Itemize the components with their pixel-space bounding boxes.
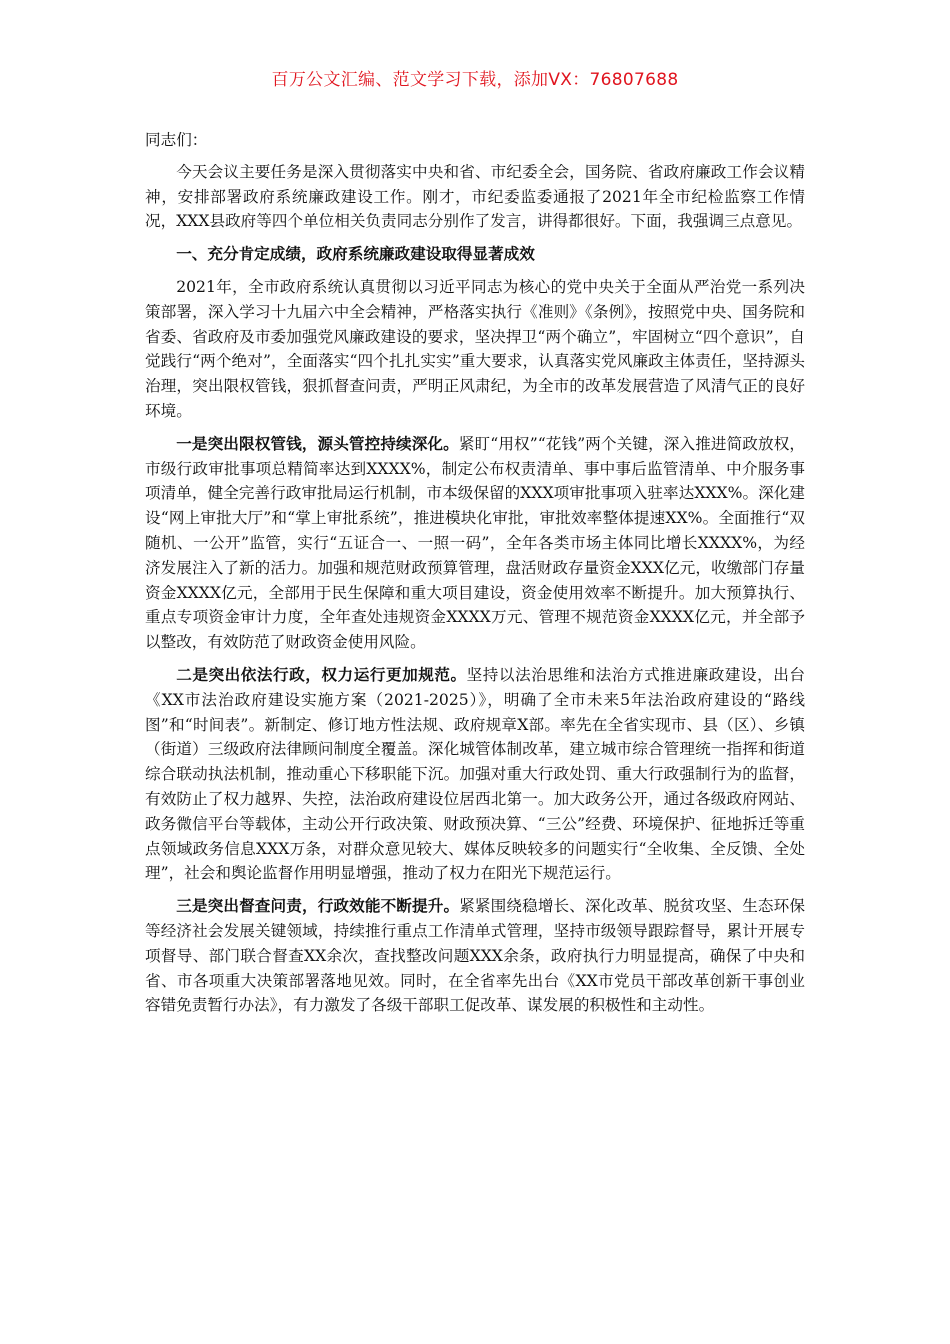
point-lead-1: 一是突出限权管钱，源头管控持续深化。 [176,434,459,453]
document-body [145,128,805,1026]
salutation: 同志们： [145,131,208,149]
intro-paragraph: 今天会议主要任务是深入贯彻落实中央和省、市纪委全会，国务院、省政府廉政工作会议精神，安排部署政府系统廉政建设工作。刚才，市纪委监委通报了2021年全市纪检监察工作情况，XXX县政府等四个单位相关负责同志分别作了发言，讲得都很好。下面，我强调三点意见。 [145,162,805,231]
point-lead-3: 三是突出督查问责，行政效能不断提升。 [176,897,460,916]
section-summary-paragraph: 2021年，全市政府系统认真贯彻以习近平同志为核心的党中央关于全面从严治党一系列决策部署，深入学习十九届六中全会精神，严格落实执行《准则》《条例》，按照党中央、国务院和省委、省政府及市委加强党风廉政建设的要求，坚决捍卫“两个确立”，牢固树立“四个意识”，自觉践行“两个绝对”，全面落实“四个扎扎实实”重大要求，认真落实党风廉政主体责任，坚持源头治理，突出限权管钱，狠抓督查问责，严明正风肃纪，为全市的改革发展营造了风清气正的良好环境。 [145,277,805,420]
promo-banner: 百万公文汇编、范文学习下载，添加VX：76807688 [271,70,679,90]
point-paragraph-3 [145,894,805,1018]
point-text-3: 紧紧围绕稳增长、深化改革、脱贫攻坚、生态环保等经济社会发展关键领域，持续推行重点工作清单式管理，坚持市级领导跟踪督导，累计开展专项督导、部门联合督查XX余次，查找整改问题XXX余条，政府执行力明显提高，确保了中央和省、市各项重大决策部署落地见效。同时，在全省率先出台《XX市党员干部改革创新干事创业容错免责暂行办法》，有力激发了各级干部职工促改革、谋发展的积极性和主动性。 [145,897,805,1015]
point-paragraph-2 [145,663,805,886]
point-text-2: 坚持以法治思维和法治方式推进廉政建设，出台《XX市法治政府建设实施方案（2021-2025）》，明确了全市未来5年法治政府建设的“路线图”和“时间表”。新制定、修订地方性法规、政府规章X部。率先在全省实现市、县（区）、乡镇（街道）三级政府法律顾问制度全覆盖。深化城管体制改革，建立城市综合管理统一指挥和街道综合联动执法机制，推动重心下移职能下沉。加强对重大行政处罚、重大行政强制行为的监督，有效防止了权力越界、失控，法治政府建设位居西北第一。加大政务公开，通过各级政府网站、政务微信平台等载体，主动公开行政决策、财政预决算、“三公”经费、环境保护、征地拆迁等重点领域政务信息XXX万条，对群众意见较大、媒体反映较多的问题实行“全收集、全反馈、全处理”，社会和舆论监督作用明显增强，推动了权力在阳光下规范运行。 [145,665,805,883]
section-heading: 一、充分肯定成绩，政府系统廉政建设取得显著成效 [176,245,535,264]
point-paragraph-1 [145,432,805,655]
point-text-1: 紧盯“用权”“花钱”两个关键，深入推进简政放权，市级行政审批事项总精简率达到XXXX%，制定公布权责清单、事中事后监管清单、中介服务事项清单，健全完善行政审批局运行机制，市本级保留的XXX项审批事项入驻率达XXX%。深化建设“网上审批大厅”和“掌上审批系统”，推进模块化审批，审批效率整体提速XX%。全面推行“双随机、一公开”监管，实行“五证合一、一照一码”，全年各类市场主体同比增长XXXX%，为经济发展注入了新的活力。加强和规范财政预算管理，盘活财政存量资金XXX亿元，收缴部门存量资金XXXX亿元，全部用于民生保障和重大项目建设，资金使用效率不断提升。加大预算执行、重点专项资金审计力度，全年查处违规资金XXXX万元、管理不规范资金XXXX亿元，并全部予以整改，有效防范了财政资金使用风险。 [145,434,805,652]
point-lead-2: 二是突出依法行政，权力运行更加规范。 [176,665,467,684]
